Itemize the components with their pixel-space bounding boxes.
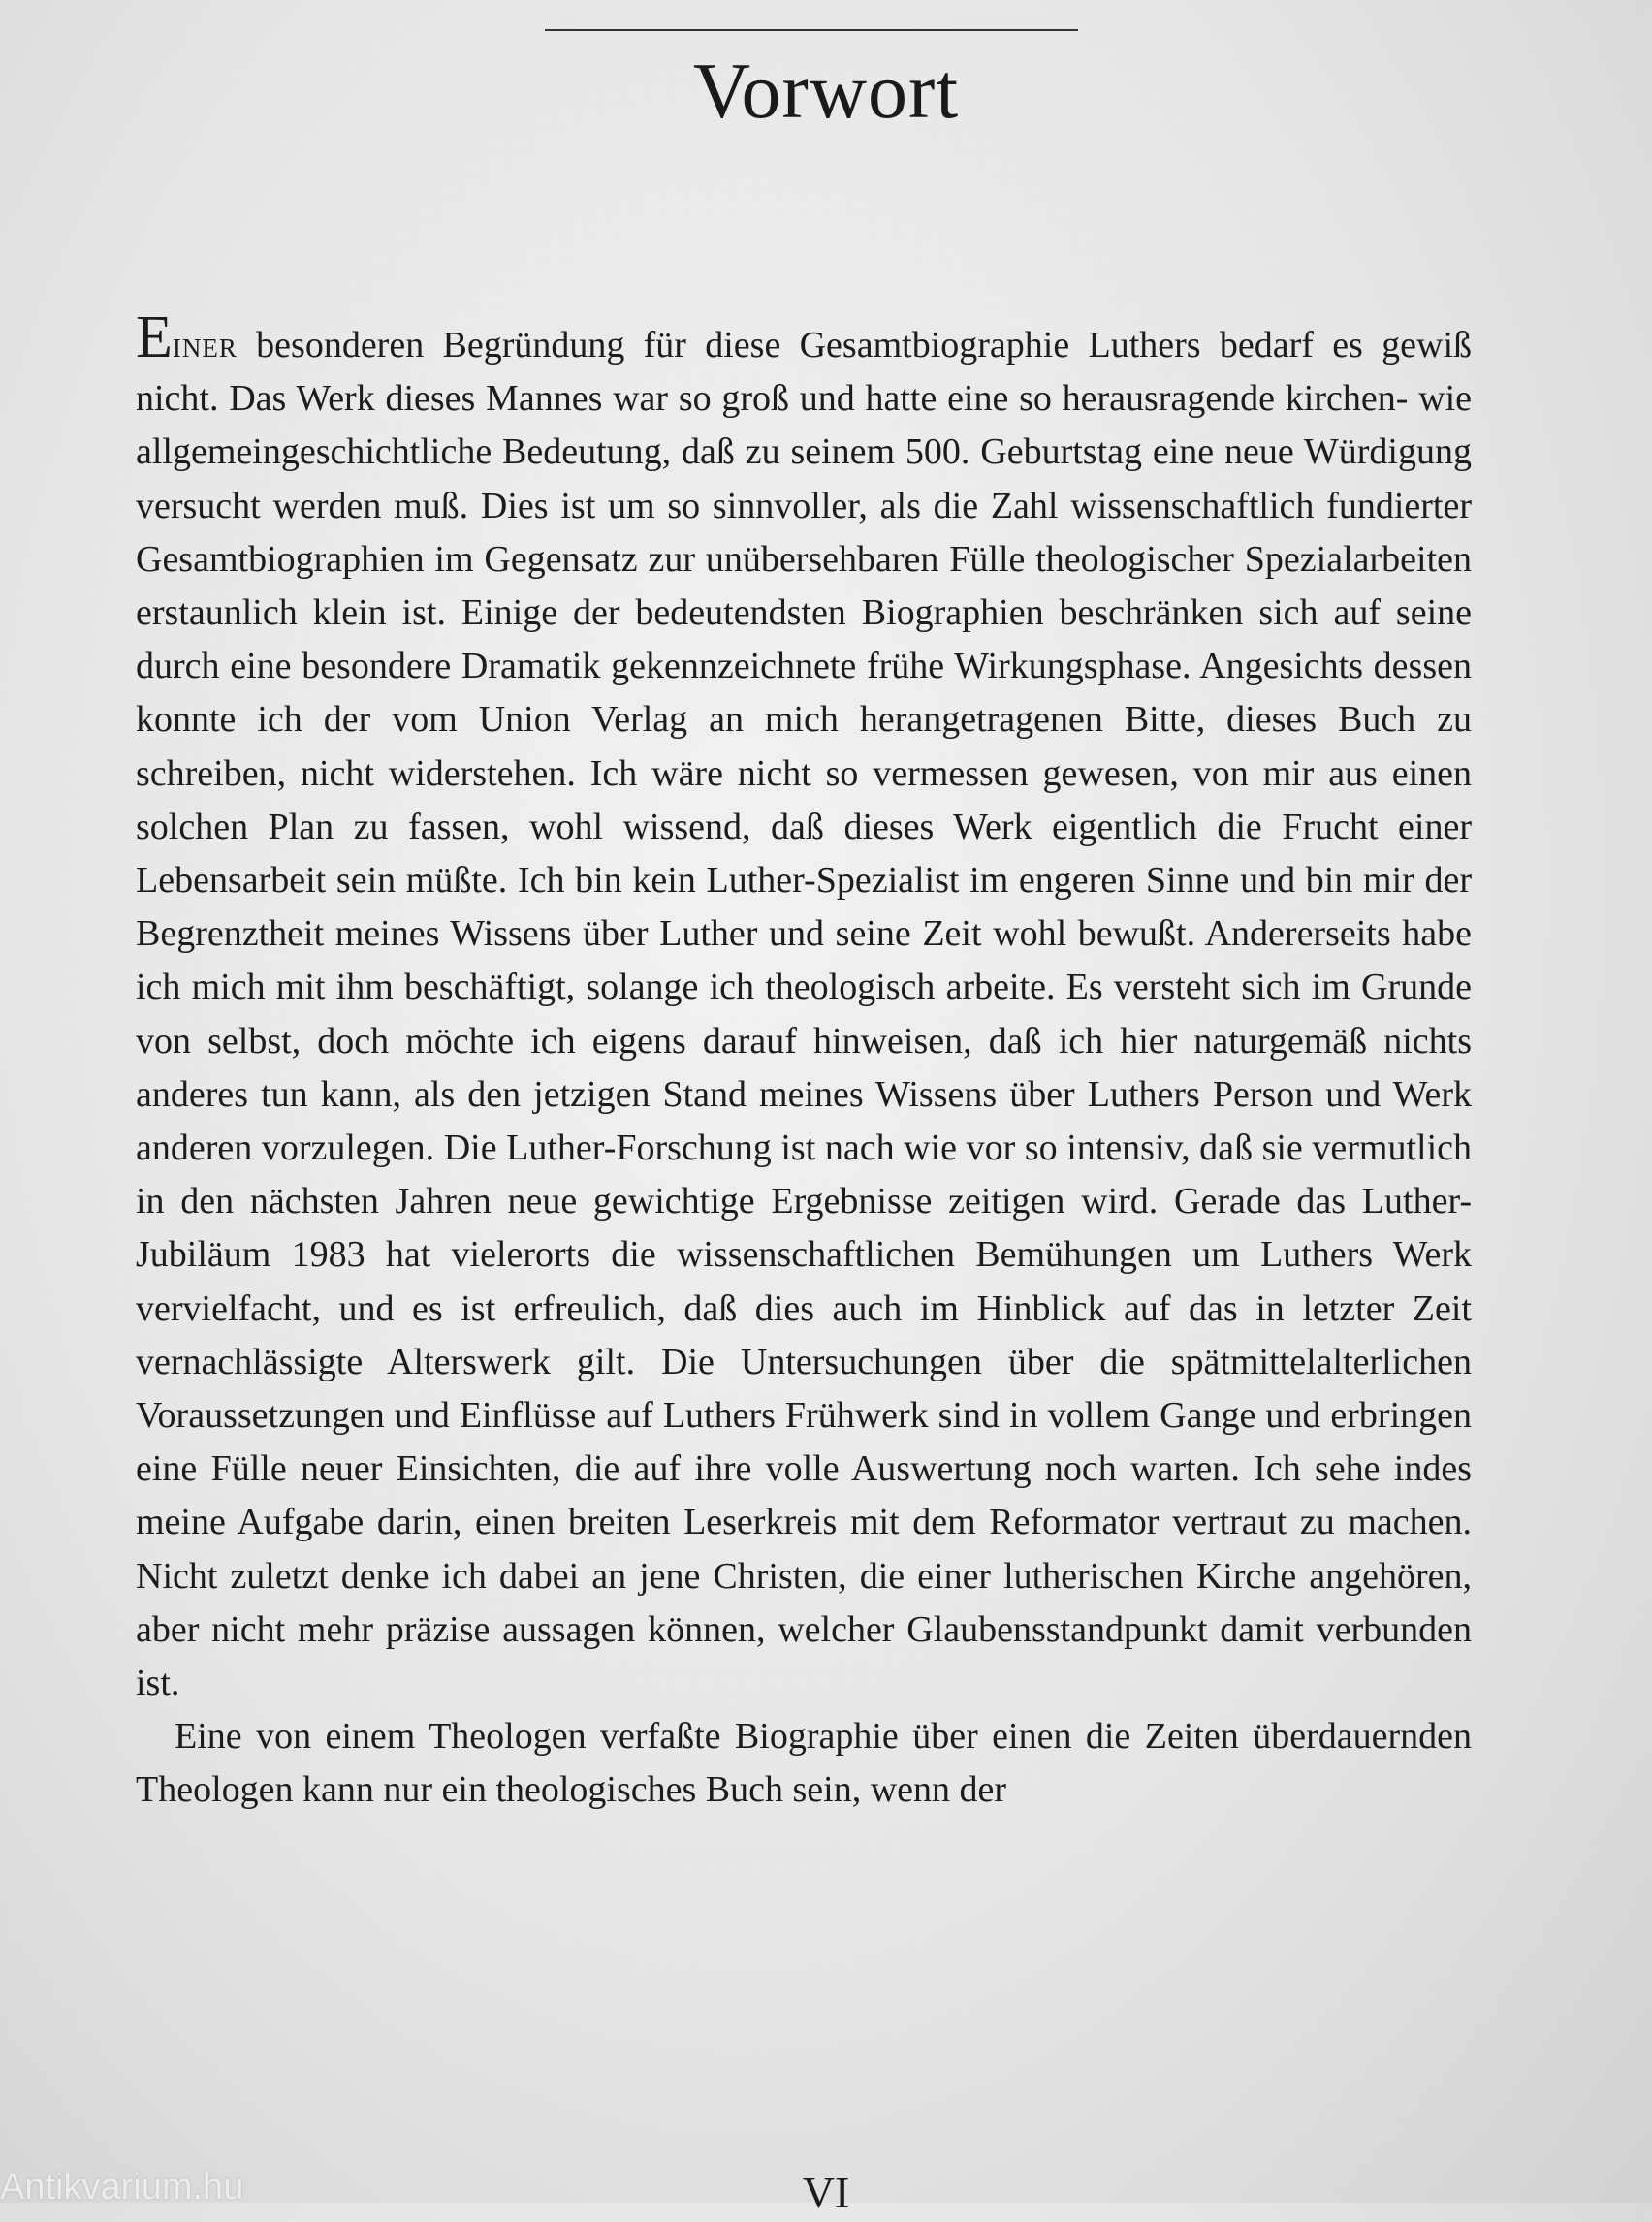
paragraph-1 [136,304,1472,1710]
page-title: Vorwort [692,47,960,135]
watermark: Antikvarium.hu [0,2167,244,2207]
body-text [136,304,1472,1818]
page-number: VI [802,2168,850,2217]
paragraph-2: Eine von einem Theologen verfaßte Biographie über einen die Zeiten überdauernden Theologen kann nur ein theologisches Buch sein, wenn der [136,1716,1472,1811]
paragraph-1-text: besonderen Begründung für diese Gesamtbiographie Luthers bedarf es gewiß nicht. Das Werk dieses Mannes war so groß und hatte eine so herausragende kirchen- wie allgemeingeschichtliche Bedeutung, daß zu seinem 500. Geburtstag eine neue Würdigung versucht werden muß. Dies ist um so sinnvoller, als die Zahl wissenschaftlich fundierter Gesamtbiographien im Gegensatz zur unübersehbaren Fülle theologischer Spezialarbeiten erstaunlich klein ist. Einige der bedeutendsten Biographien beschränken sich auf seine durch eine besondere Dramatik gekennzeichnete frühe Wirkungsphase. Angesichts dessen konnte ich der vom Union Verlag an mich herangetragenen Bitte, dieses Buch zu schreiben, nicht widerstehen. Ich wäre nicht so vermessen gewesen, von mir aus einen solchen Plan zu fassen, wohl wissend, daß dieses Werk eigentlich die Frucht einer Lebensarbeit sein müßte. Ich bin kein Luther-Spezialist im engeren Sinne und bin mir der Begrenztheit meines Wissens über Luther und seine Zeit wohl bewußt. Andererseits habe ich mich mit ihm beschäftigt, solange ich theologisch arbeite. Es versteht sich im Grunde von selbst, doch möchte ich eigens darauf hinweisen, daß ich hier naturgemäß nichts anderes tun kann, als den jetzigen Stand meines Wissens über Luthers Person und Werk anderen vorzulegen. Die Luther-Forschung ist nach wie vor so intensiv, daß sie vermutlich in den nächsten Jahren neue gewichtige Ergebnisse zeitigen wird. Gerade das Luther-Jubiläum 1983 hat vielerorts die wissenschaftlichen Bemühungen um Luthers Werk vervielfacht, und es ist erfreulich, daß dies auch im Hinblick auf das in letzter Zeit vernachlässigte Alterswerk gilt. Die Untersuchungen über die spätmittelalterlichen Voraussetzungen und Einflüsse auf Luthers Frühwerk sind in vollem Gange und erbringen eine Fülle neuer Einsichten, die auf ihre volle Auswertung noch warten. Ich sehe indes meine Aufgabe darin, einen breiten Leserkreis mit dem Reformator vertraut zu machen. Nicht zuletzt denke ich dabei an jene Christen, die einer lutherischen Kirche angehören, aber nicht mehr präzise aussagen können, welcher Glaubensstandpunkt damit verbunden ist. [136,325,1472,1704]
drop-cap: E [136,304,173,370]
title-rule [545,29,1078,31]
small-caps-lead: iner [172,325,238,365]
